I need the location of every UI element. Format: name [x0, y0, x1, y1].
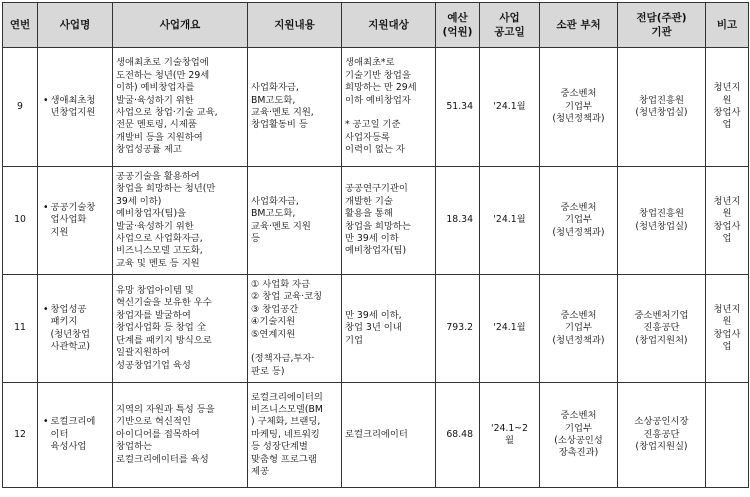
header-overview: 사업개요 [113, 3, 248, 48]
cell-ministry: 중소벤처 기업부 (청년정책과) [540, 167, 618, 275]
cell-name-text: 로컬크리에 이터 육성사업 [50, 416, 96, 453]
cell-name-text: 공공기술창 업사업화 지원 [50, 201, 96, 238]
cell-overview: 지역의 자원과 특성 등을 기반으로 혁신적인 아이디어를 접목하여 창업하는 로컬크리에이터를 육성 [113, 383, 248, 488]
cell-name [38, 167, 113, 275]
cell-note: 청년지 원 창업사 업 [706, 167, 749, 275]
cell-agency: 창업진흥원 (청년창업실) [618, 167, 706, 275]
cell-no: 12 [3, 383, 38, 488]
cell-overview: 공공기술을 활용하여 창업을 희망하는 청년(만 39세 이하) 예비창업자(팀)을 발굴·육성하기 위한 사업으로 사업화자금, 비즈니스모델 고도화, 교육 및 멘토 등 지원 [113, 167, 248, 275]
bullet-mark: • [43, 416, 49, 428]
header-announce: 사업 공고일 [480, 3, 540, 48]
cell-name [38, 275, 113, 383]
cell-support: 사업화자금, BM고도화, 교육·멘토 지원 등 [248, 167, 342, 275]
bullet-mark: • [43, 94, 49, 106]
cell-no: 10 [3, 167, 38, 275]
table-row [3, 275, 749, 383]
bullet-mark: • [43, 303, 49, 315]
cell-announce: '24.1월 [480, 275, 540, 383]
business-table [2, 2, 749, 488]
cell-target: 로컬크리에이터 [342, 383, 436, 488]
cell-name [38, 48, 113, 167]
cell-budget: 793.2 [436, 275, 480, 383]
cell-target: 만 39세 이하, 창업 3년 이내 기업 [342, 275, 436, 383]
cell-agency: 창업진흥원 (청년창업실) [618, 48, 706, 167]
cell-support: 로컬크리에이터의 비즈니스모델(BM ) 구체화, 브랜딩, 마케팅, 네트워킹 등 성장단계별 맞춤형 프로그램 제공 [248, 383, 342, 488]
cell-ministry: 중소벤처 기업부 (청년정책과) [540, 275, 618, 383]
cell-announce: '24.1월 [480, 167, 540, 275]
header-row [3, 3, 749, 48]
cell-announce: '24.1월 [480, 48, 540, 167]
cell-name-text: 창업성공 패키지 (청년창업 사관학교) [50, 303, 91, 352]
cell-ministry: 중소벤처 기업부 (청년정책과) [540, 48, 618, 167]
cell-agency: 소상공인시장 진흥공단 (창업지원실) [618, 383, 706, 488]
cell-overview: 생애최초로 기술창업에 도전하는 청년(만 29세 이하) 예비창업자를 발굴·육성하기 위한 사업으로 창업·기술 교육, 전문 멘토링, 시제품 개발비 등을 지원하여 창업성공률 제고 [113, 48, 248, 167]
table-row [3, 167, 749, 275]
cell-ministry: 중소벤처 기업부 (소상공인성 장촉진과) [540, 383, 618, 488]
header-no: 연번 [3, 3, 38, 48]
cell-agency: 중소벤처기업 진흥공단 (창업지원처) [618, 275, 706, 383]
header-support: 지원내용 [248, 3, 342, 48]
bullet-mark: • [43, 201, 49, 213]
cell-support: ① 사업화 자금 ② 창업 교육·코칭 ③ 창업공간 ④기술지원 ⑤연계지원 (정책자금,투자· 판로 등) [248, 275, 342, 383]
cell-overview: 유망 창업아이템 및 혁신기술을 보유한 우수 창업자를 발굴하여 창업사업화 등 창업 全 단계를 패키지 방식으로 일괄지원하여 성공창업기업 육성 [113, 275, 248, 383]
cell-budget: 51.34 [436, 48, 480, 167]
cell-support: 사업화자금, BM고도화, 교육·멘토 지원, 창업활동비 등 [248, 48, 342, 167]
cell-note: 청년지 원 창업사 업 [706, 275, 749, 383]
cell-name-text: 생애최초청 년창업지원 [50, 94, 96, 118]
cell-budget: 68.48 [436, 383, 480, 488]
table-row [3, 383, 749, 488]
header-budget: 예산 (억원) [436, 3, 480, 48]
cell-note [706, 383, 749, 488]
cell-no: 11 [3, 275, 38, 383]
header-target: 지원대상 [342, 3, 436, 48]
cell-target: 생애최초*로 기술기반 창업을 희망하는 만 29세 이하 예비창업자 * 공고일 기준 사업자등록 이력이 없는 자 [342, 48, 436, 167]
cell-announce: '24.1~2 월 [480, 383, 540, 488]
header-note: 비고 [706, 3, 749, 48]
cell-note: 청년지 원 창업사 업 [706, 48, 749, 167]
cell-name [38, 383, 113, 488]
cell-no: 9 [3, 48, 38, 167]
table-row [3, 48, 749, 167]
header-name: 사업명 [38, 3, 113, 48]
header-agency: 전담(주관) 기관 [618, 3, 706, 48]
cell-target: 공공연구기관이 개발한 기술 활용을 통해 창업을 희망하는 만 39세 이하 예비창업자(팀) [342, 167, 436, 275]
cell-budget: 18.34 [436, 167, 480, 275]
header-ministry: 소관 부처 [540, 3, 618, 48]
